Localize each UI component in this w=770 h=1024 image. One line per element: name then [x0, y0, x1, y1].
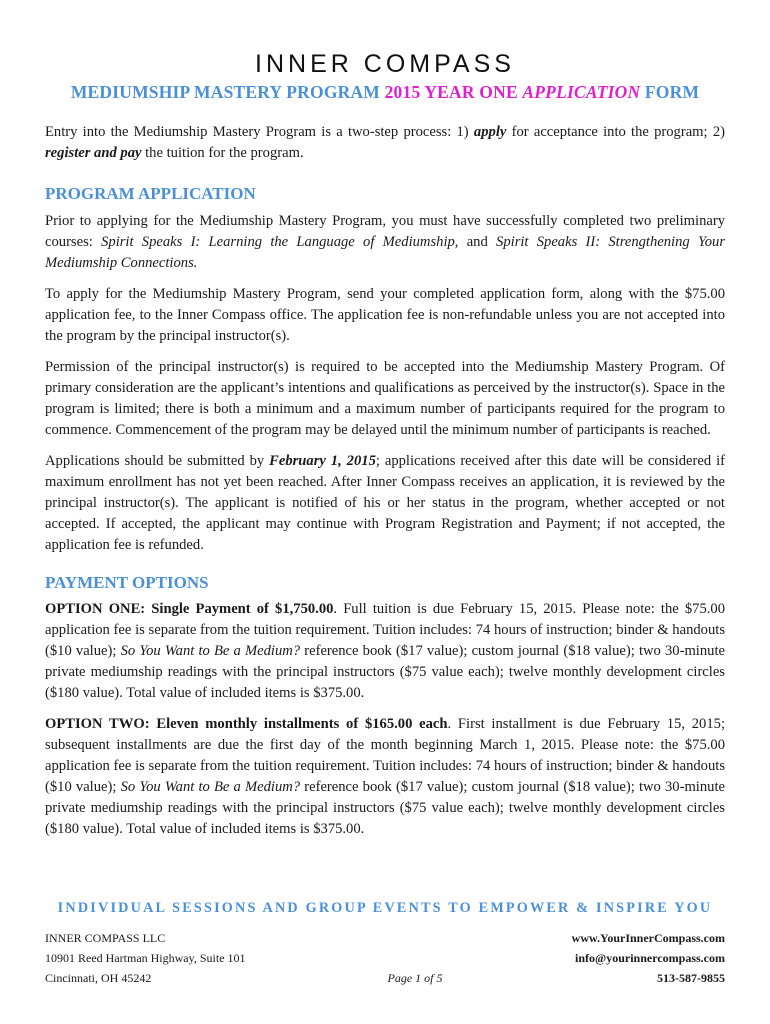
footer-contact-block: [572, 928, 725, 988]
deadline-text-1: Applications should be submitted by: [45, 453, 270, 469]
option-two-book: So You Want to Be a Medium?: [120, 779, 301, 795]
program-application-heading: PROGRAM APPLICATION: [45, 184, 256, 203]
brand-title: INNER COMPASS: [255, 50, 515, 78]
prereq-course-1: Spirit Speaks I: Learning the Language of Mediumship,: [101, 234, 459, 250]
deadline-date: February 1, 2015: [269, 453, 376, 469]
intro-text-1: Entry into the Mediumship Mastery Program is a two-step process: 1): [45, 124, 474, 140]
deadline-paragraph: [45, 451, 725, 556]
option-one-text-2: reference book ($17 value); custom journal ($18 value); two 30-minute private mediumship readings with the principal instructors ($75 value each); twelve monthly development circles ($180 value). Total value of included items is $375.00.: [45, 643, 725, 701]
option-one-label: OPTION ONE: Single Payment of $1,750.00: [45, 601, 334, 617]
footer-address-line-1: 10901 Reed Hartman Highway, Suite 101: [45, 951, 246, 965]
prerequisite-paragraph: [45, 211, 725, 274]
footer-address-line-2: Cincinnati, OH 45242: [45, 971, 152, 985]
option-two-label: OPTION TWO: Eleven monthly installments of $165.00 each: [45, 716, 448, 732]
prereq-text: Prior to applying for the Mediumship Mastery Program, you must have successfully completed two preliminary courses:: [45, 213, 725, 250]
footer-phone: 513-587-9855: [657, 971, 725, 985]
intro-paragraph: [45, 122, 725, 164]
option-two-paragraph: [45, 714, 725, 840]
form-title-program: MEDIUMSHIP MASTERY PROGRAM: [70, 82, 385, 102]
footer-company: INNER COMPASS LLC: [45, 931, 166, 945]
intro-register-pay: register and pay: [45, 145, 142, 161]
footer-website-link[interactable]: www.YourInnerCompass.com: [571, 931, 725, 945]
prereq-course-2: Spirit Speaks II: Strengthening Your Mediumship Connections.: [45, 234, 725, 271]
document-body: [45, 122, 725, 840]
intro-apply: apply: [473, 124, 507, 140]
permission-paragraph: Permission of the principal instructor(s) is required to be accepted into the Mediumship Mastery Program. Of primary consideration are the applicant’s intentions and qualifications as perceived by the instructor(s). Space in the program is limited; there is both a minimum and a maximum number of participants required for the program to commence. Commencement of the program may be delayed until the minimum number of participants is reached.: [45, 359, 725, 438]
option-two-text-1: . First installment is due February 15, 2015; subsequent installments are due the first day of the month beginning March 1, 2015. Please note: the $75.00 application fee is separate from the tuition requirement. Tuition includes: 74 hours of instruction; binder & handouts ($10 value);: [45, 716, 725, 795]
payment-options-heading: PAYMENT OPTIONS: [45, 573, 209, 592]
deadline-text-2: ; applications received after this date will be considered if maximum enrollment has not yet been reached. After Inner Compass receives an application, it is reviewed by the principal instructor(s). The applicant is notified of his or her status in the program, whether accepted or not accepted. If accepted, the applicant may continue with Program Registration and Payment; if not accepted, the application fee is refunded.: [45, 453, 725, 553]
option-one-text-1: . Full tuition is due February 15, 2015. Please note: the $75.00 application fee is separate from the tuition requirement. Tuition includes: 74 hours of instruction; binder & handouts ($10 value);: [45, 601, 725, 659]
form-title-application: APPLICATION: [522, 82, 641, 102]
prereq-and: and: [458, 234, 497, 250]
intro-text-2: for acceptance into the program; 2): [506, 124, 725, 140]
option-one-paragraph: [45, 599, 725, 704]
footer-tagline: INDIVIDUAL SESSIONS AND GROUP EVENTS TO EMPOWER & INSPIRE YOU: [57, 900, 713, 916]
form-title-year: 2015 YEAR ONE: [384, 82, 523, 102]
form-title-form: FORM: [640, 82, 700, 102]
apply-instructions-paragraph: To apply for the Mediumship Mastery Program, send your completed application form, along with the $75.00 application fee, to the Inner Compass office. The application fee is non-refundable unless you are not accepted into the program by the principal instructor(s).: [45, 286, 725, 344]
intro-text-3: the tuition for the program.: [141, 145, 304, 161]
option-two-text-2: reference book ($17 value); custom journal ($18 value); two 30-minute private mediumship readings with the principal instructors ($75 value each); twelve monthly development circles ($180 value). Total value of included items is $375.00.: [45, 779, 725, 837]
form-title: [0, 82, 770, 103]
footer-email-link[interactable]: info@yourinnercompass.com: [575, 951, 725, 965]
option-one-book: So You Want to Be a Medium?: [120, 643, 301, 659]
page-number: Page 1 of 5: [387, 971, 443, 985]
